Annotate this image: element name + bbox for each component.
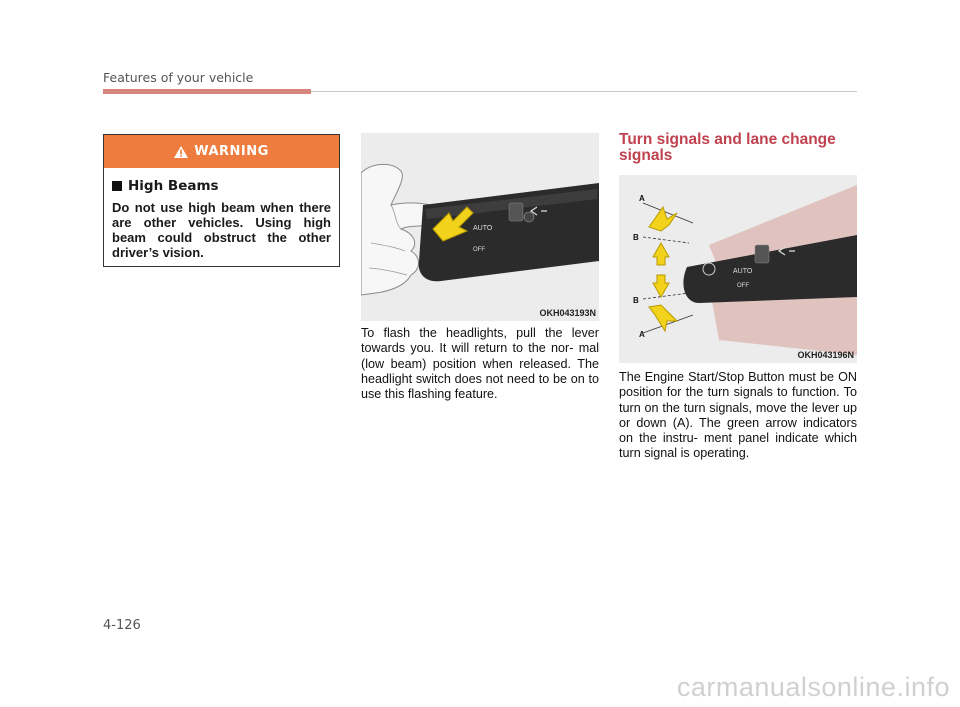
figure-turn-signal xyxy=(619,175,857,363)
warning-subheading xyxy=(112,178,339,194)
headlight-lever-illustration xyxy=(361,133,599,321)
section-heading: Turn signals and lane change signals xyxy=(619,131,836,164)
warning-triangle-icon xyxy=(174,146,188,158)
lever-off-label: OFF xyxy=(473,247,485,253)
label-b-lower: B xyxy=(633,296,639,305)
page-number: 4-126 xyxy=(103,618,141,633)
warning-subheading-text: High Beams xyxy=(128,178,219,194)
warning-box xyxy=(103,134,340,267)
warning-heading: WARNING xyxy=(194,144,269,159)
square-bullet-icon xyxy=(112,181,122,191)
lever-auto-label: AUTO xyxy=(733,268,753,275)
figure1-code: OKH043193N xyxy=(539,308,596,318)
headlight-flash-paragraph: To flash the headlights, pull the lever towards you. It will return to the nor- mal (low beam) position when released. The headlight switch does not need to be on to use this flashing feature. xyxy=(361,326,599,402)
header-title: Features of your vehicle xyxy=(103,70,254,85)
lever-off-label: OFF xyxy=(737,283,749,289)
figure2-code: OKH043196N xyxy=(797,350,854,360)
label-a-lower: A xyxy=(639,330,645,339)
warning-header xyxy=(104,135,339,168)
turn-signal-lever-illustration xyxy=(619,175,857,363)
header-rule xyxy=(311,91,857,92)
turn-signal-paragraph: The Engine Start/Stop Button must be ON position for the turn signals to function. To turn on the turn signals, move the lever up or down (A). The green arrow indicators on the instru- ment panel indicate which turn signal is operating. xyxy=(619,370,857,461)
label-a-upper: A xyxy=(639,194,645,203)
header-accent-rule xyxy=(103,89,311,94)
watermark: carmanualsonline.info xyxy=(676,672,950,702)
lever-auto-label: AUTO xyxy=(473,225,493,232)
figure-headlight-flash xyxy=(361,133,599,321)
warning-text: Do not use high beam when there are other vehicles. Using high beam could obstruct the other driver’s vision. xyxy=(112,200,331,260)
label-b-upper: B xyxy=(633,233,639,242)
